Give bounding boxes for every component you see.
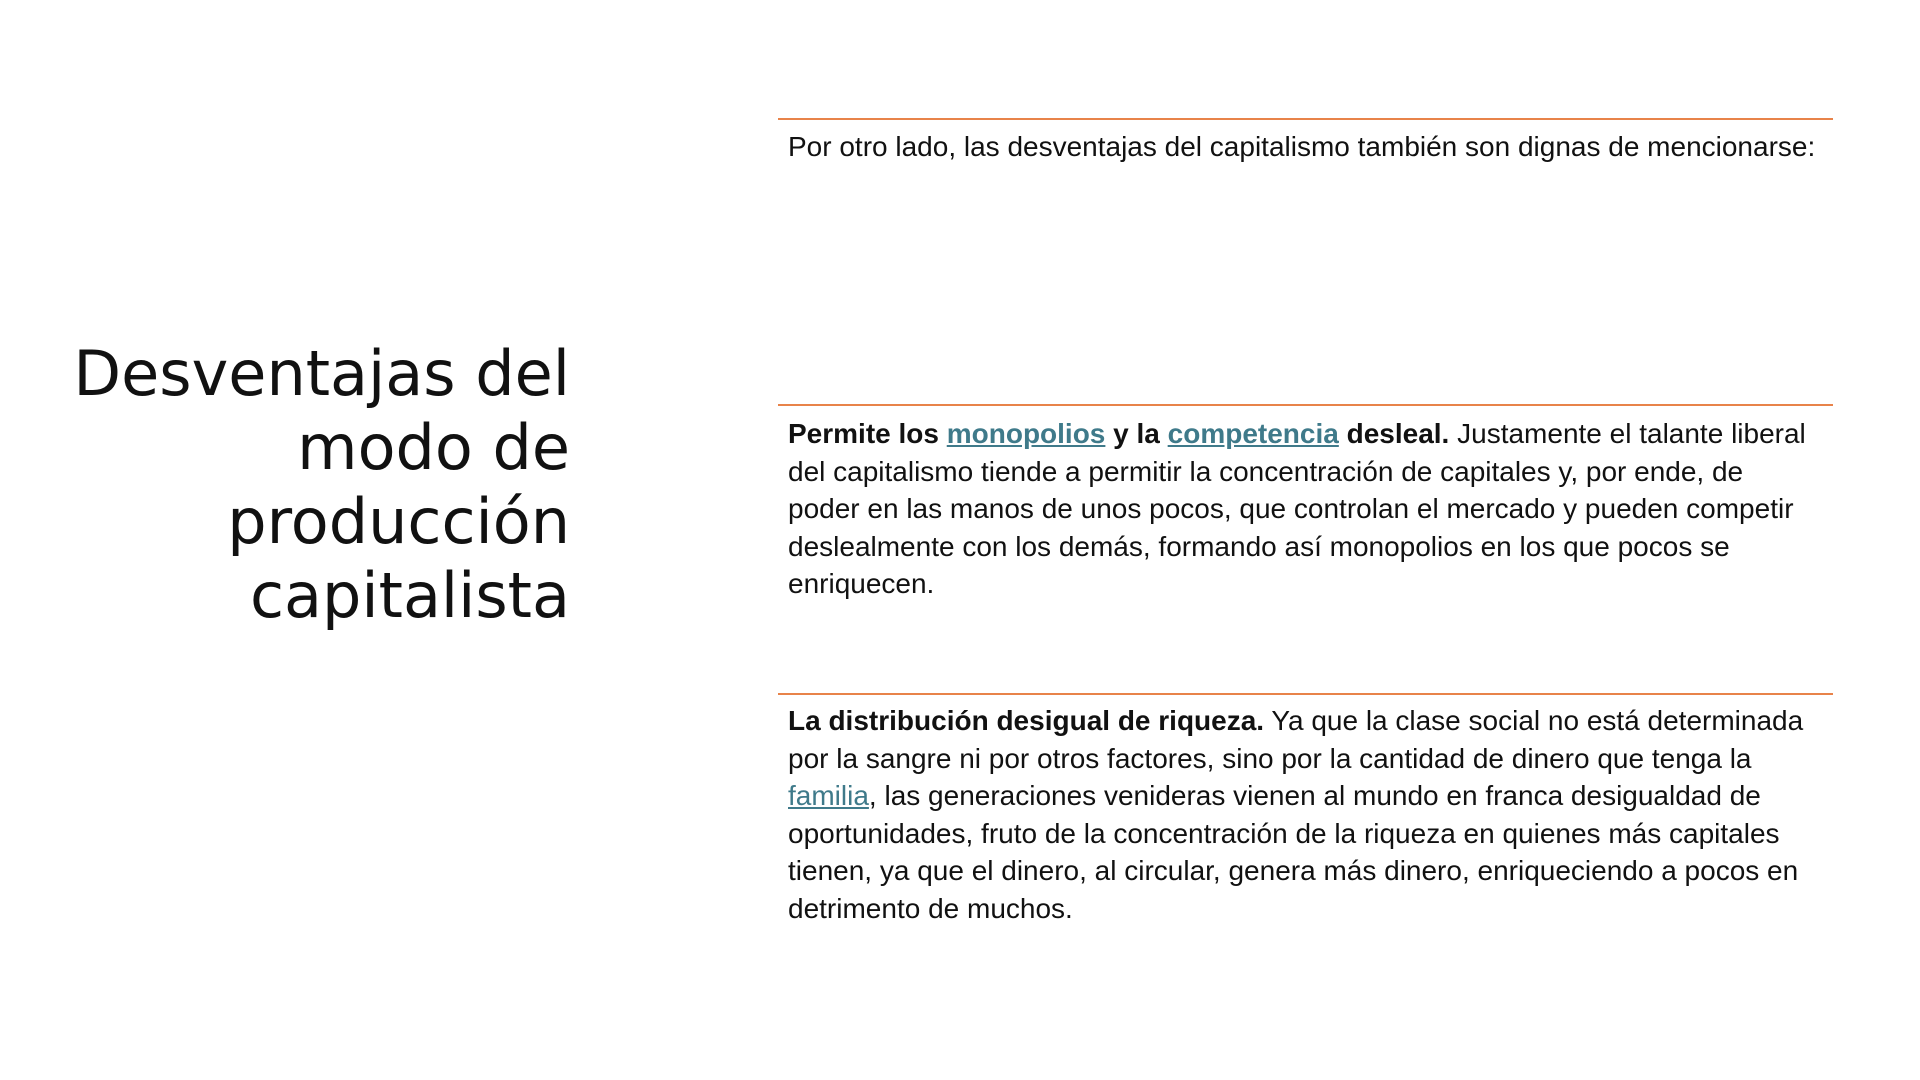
- bold-text: Permite los: [788, 418, 947, 449]
- wealth-paragraph: [788, 702, 1818, 927]
- link-familia[interactable]: familia: [788, 780, 869, 811]
- bold-text: y la: [1105, 418, 1168, 449]
- body-text: Justamente el talante liberal del capitalismo tiende a permitir la concentración de capitales y, por ende, de poder en las manos de unos pocos, que controlan el mercado y pueden competir deslealmente con los demás, formando así monopolios en los que pocos se enriquecen.: [788, 418, 1806, 599]
- divider: [778, 693, 1833, 695]
- bold-text: La distribución desigual de riqueza.: [788, 705, 1265, 736]
- divider: [778, 404, 1833, 406]
- bold-text: desleal.: [1338, 418, 1450, 449]
- intro-paragraph: Por otro lado, las desventajas del capitalismo también son dignas de mencionarse:: [788, 131, 1816, 162]
- divider: [778, 118, 1833, 120]
- body-text: , las generaciones venideras vienen al mundo en franca desigualdad de oportunidades, fruto de la concentración de la riqueza en quienes más capitales tienen, ya que el dinero, al circular, genera más dinero, enriqueciendo a pocos en detrimento de muchos.: [788, 780, 1799, 924]
- link-monopolios[interactable]: monopolios: [946, 418, 1106, 449]
- link-competencia[interactable]: competencia: [1167, 418, 1339, 449]
- monopolies-paragraph: [788, 415, 1818, 603]
- body-text: Ya que la clase social no está determinada por la sangre ni por otros factores, sino por la cantidad de dinero que tenga la: [788, 705, 1804, 774]
- slide-title: Desventajas del modo de producción capitalista: [73, 337, 570, 632]
